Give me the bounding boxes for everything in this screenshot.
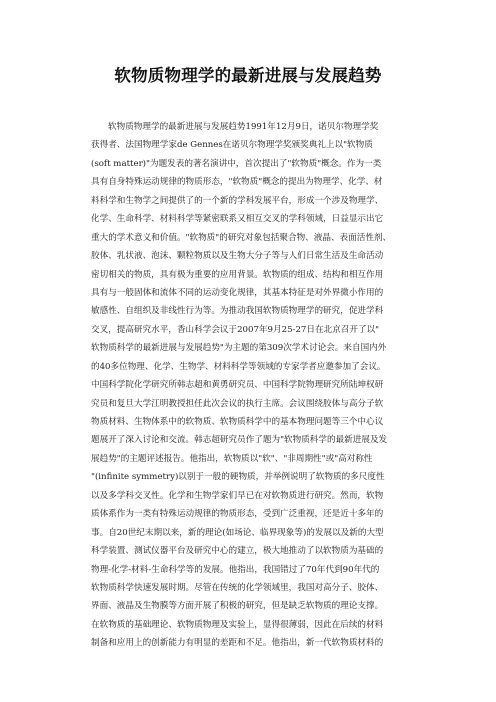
- document-body: [91, 118, 411, 653]
- body-text-line: 料科学和生物学之间提供了的一个新的学科发展平台，形成一个涉及物理学、: [91, 195, 384, 206]
- body-text-line: 密切相关的物质，具有极为重要的应用背景。软物质的组成、结构和相互作用: [91, 269, 384, 280]
- body-text-line: 胶体、乳状液、泡沫、颗粒物质以及生物大分子等与人们日常生活及生命活动: [91, 251, 384, 262]
- body-text-line: 化学、生命科学、材料科学等紧密联系又相互交叉的学科领域，日益显示出它: [91, 214, 384, 225]
- body-text-line: 重大的学术意义和价值。"软物质"的研究对象包括聚合物、液晶、表面活性剂、: [91, 232, 392, 243]
- body-text-line: 以及多学科交叉性。化学和生物学家们早已在对软物质进行研究。然而，软物: [91, 490, 384, 501]
- body-text-line: 具有与一般固体和流体不同的运动变化规律，其基本特征是对外界微小作用的: [91, 287, 384, 298]
- body-text-line: 事。自20世纪末期以来，新的理论(如场论、临界现象等)的发展以及新的大型: [91, 527, 384, 538]
- body-text-line: 软物质科学快速发展时期。尽管在传统的化学领域里，我国对高分子、胶体、: [91, 582, 384, 593]
- body-text-line: 质体系作为一类有特殊运动规律的物质形态，受到广泛重视，还是近十多年的: [91, 509, 384, 520]
- body-text-line: 软物质物理学的最新进展与发展趋势1991年12月9日，诺贝尔物理学奖: [108, 122, 379, 132]
- body-text-line: 获得者、法国物理学家de Gennes在诺贝尔物理学奖颁奖典礼上以"软物质: [91, 140, 373, 151]
- body-text-line: 物理-化学-材料-生命科学等的发展。他指出，我国错过了70年代到90年代的: [91, 564, 380, 575]
- body-text-line: "(infinite symmetry)以别于一般的硬物质，并举例说明了软物质的多尺度性: [91, 472, 385, 483]
- body-text-line: 制备和应用上的创新能力有明显的差距和不足。他指出，新一代软物质材料的: [91, 638, 384, 649]
- body-text-line: 科学装置、测试仪器平台及研究中心的建立，极大地推动了以软物质为基础的: [91, 546, 384, 557]
- body-text-line: 界面、液晶及生物膜等方面开展了积极的研究，但是缺乏软物质的理论支撑。: [91, 601, 384, 612]
- body-text-line: 交叉，提高研究水平，香山科学会议于2007年9月25-27日在北京召开了以": [91, 324, 380, 335]
- body-text-line: 展趋势"的主题评述报告。他指出，软物质以"软"、"非周期性"或"高对称性: [91, 453, 373, 464]
- body-text-line: 具有自身特殊运动规律的物质形态，"软物质"概念的提出为物理学、化学、材: [91, 177, 383, 188]
- body-text-line: 的40多位物理、化学、生物学、材料科学等领域的专家学者应邀参加了会议。: [91, 361, 386, 372]
- body-text-line: 中国科学院化学研究所韩志超和黄勇研究员、中国科学院物理研究所陆坤权研: [91, 380, 384, 391]
- body-text-line: 究员和复旦大学江明教授担任此次会议的执行主席。会议围绕胶体与高分子软: [91, 398, 384, 409]
- document-title: 软物质物理学的最新进展与发展趋势: [114, 66, 382, 85]
- body-text-line: 题展开了深入讨论和交流。韩志超研究员作了题为"软物质科学的最新进展及发: [91, 435, 388, 446]
- body-text-line: 在软物质的基础理论、软物质物理及实验上，显得很薄弱，因此在后续的材料: [91, 619, 384, 630]
- body-text-line: 软物质科学的最新进展与发展趋势"为主题的第309次学术讨论会。来自国内外: [91, 343, 387, 354]
- body-text-line: (soft matter)"为题发表的著名演讲中，首次提出了"软物质"概念。作为一类: [91, 158, 382, 169]
- body-text-line: 物质材料、生物体系中的软物质、软物质科学中的基本物理问题等三个中心议: [91, 417, 384, 427]
- body-text-line: 敏感性、自组织及非线性行为等。为推动我国软物质物理学的研究，促进学科: [91, 306, 384, 317]
